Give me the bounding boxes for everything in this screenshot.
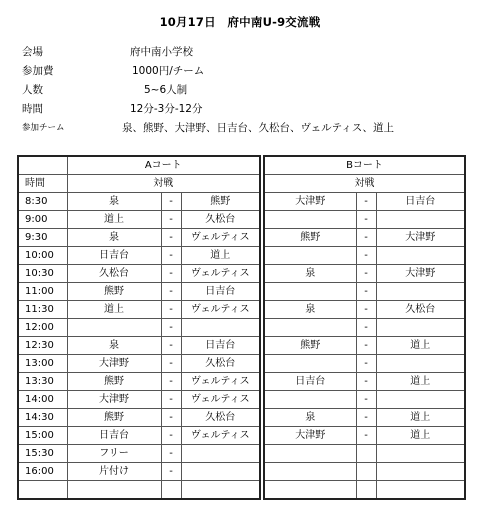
court-b-row: [264, 373, 465, 391]
court-b-row: [264, 319, 465, 337]
match-time: 11:00: [18, 283, 67, 301]
court-a-row: [18, 319, 260, 337]
match-time: 13:30: [18, 373, 67, 391]
versus-dash: -: [161, 445, 181, 463]
match-time: 9:00: [18, 211, 67, 229]
home-team: 泉: [264, 409, 356, 427]
versus-dash: -: [161, 283, 181, 301]
home-team: [264, 319, 356, 337]
court-b-row: [264, 193, 465, 211]
versus-dash: -: [356, 265, 376, 283]
match-time: 12:30: [18, 337, 67, 355]
home-team: 道上: [67, 301, 161, 319]
court-a-row: [18, 427, 260, 445]
versus-dash: [356, 463, 376, 481]
info-row: [22, 82, 462, 101]
court-a-row: [18, 211, 260, 229]
away-team: [376, 463, 465, 481]
match-time: 15:00: [18, 427, 67, 445]
court-b-row: [264, 283, 465, 301]
away-team: 日吉台: [181, 337, 260, 355]
home-team: 片付け: [67, 463, 161, 481]
court-a-corner: [18, 156, 67, 175]
home-team: [264, 247, 356, 265]
court-b-row: [264, 427, 465, 445]
home-team: 泉: [264, 265, 356, 283]
court-b-row: [264, 301, 465, 319]
match-time: 15:30: [18, 445, 67, 463]
info-value: 府中南小学校: [130, 46, 193, 58]
court-b-row: [264, 229, 465, 247]
home-team: 日吉台: [67, 247, 161, 265]
court-a-match-header: 対戦: [67, 175, 260, 193]
away-team: [376, 481, 465, 500]
court-a-row: [18, 391, 260, 409]
info-row: [22, 44, 462, 63]
home-team: 大津野: [67, 355, 161, 373]
court-a-row: [18, 445, 260, 463]
home-team: フリー: [67, 445, 161, 463]
court-b-row: [264, 265, 465, 283]
versus-dash: -: [161, 319, 181, 337]
away-team: 久松台: [181, 355, 260, 373]
home-team: 日吉台: [264, 373, 356, 391]
versus-dash: [161, 481, 181, 500]
away-team: [376, 283, 465, 301]
home-team: 泉: [264, 301, 356, 319]
match-time: 9:30: [18, 229, 67, 247]
versus-dash: -: [161, 427, 181, 445]
away-team: 日吉台: [181, 283, 260, 301]
match-time: 12:00: [18, 319, 67, 337]
versus-dash: -: [161, 337, 181, 355]
away-team: [181, 481, 260, 500]
versus-dash: -: [161, 373, 181, 391]
home-team: 大津野: [264, 427, 356, 445]
versus-dash: -: [356, 247, 376, 265]
info-row: [22, 63, 462, 82]
info-label: 参加費: [22, 65, 54, 77]
versus-dash: -: [356, 391, 376, 409]
court-b-row: [264, 445, 465, 463]
home-team: 熊野: [67, 409, 161, 427]
home-team: 泉: [67, 337, 161, 355]
versus-dash: -: [356, 355, 376, 373]
match-time: 8:30: [18, 193, 67, 211]
court-a-schedule: [17, 155, 261, 500]
versus-dash: -: [356, 409, 376, 427]
away-team: [376, 355, 465, 373]
match-time: 16:00: [18, 463, 67, 481]
away-team: ヴェルティス: [181, 373, 260, 391]
court-a-row: [18, 355, 260, 373]
versus-dash: -: [356, 229, 376, 247]
home-team: [264, 355, 356, 373]
versus-dash: -: [356, 427, 376, 445]
versus-dash: -: [356, 211, 376, 229]
court-a-row: [18, 283, 260, 301]
home-team: 道上: [67, 211, 161, 229]
time-header: 時間: [18, 175, 67, 193]
home-team: [264, 211, 356, 229]
home-team: 熊野: [67, 373, 161, 391]
court-a-row: [18, 301, 260, 319]
away-team: 熊野: [181, 193, 260, 211]
away-team: 道上: [376, 373, 465, 391]
court-a-row: [18, 481, 260, 500]
versus-dash: -: [161, 355, 181, 373]
away-team: ヴェルティス: [181, 391, 260, 409]
event-info: [22, 44, 462, 139]
home-team: [264, 481, 356, 500]
home-team: 熊野: [264, 229, 356, 247]
match-time: 14:00: [18, 391, 67, 409]
away-team: 道上: [376, 427, 465, 445]
info-label: 参加チーム: [22, 123, 65, 133]
versus-dash: -: [161, 265, 181, 283]
home-team: 泉: [67, 229, 161, 247]
home-team: [264, 463, 356, 481]
away-team: 久松台: [181, 409, 260, 427]
info-label: 時間: [22, 103, 43, 115]
court-a-title: Aコート: [67, 156, 260, 175]
info-value: 泉、熊野、大津野、日吉台、久松台、ヴェルティス、道上: [122, 122, 395, 134]
info-row: [22, 101, 462, 120]
court-a-row: [18, 229, 260, 247]
away-team: 道上: [181, 247, 260, 265]
court-b-row: [264, 337, 465, 355]
court-a-row: [18, 463, 260, 481]
page-title: 10月17日 府中南U-9交流戦: [159, 15, 321, 29]
away-team: ヴェルティス: [181, 229, 260, 247]
home-team: [264, 445, 356, 463]
court-a-row: [18, 265, 260, 283]
away-team: 道上: [376, 337, 465, 355]
home-team: 久松台: [67, 265, 161, 283]
away-team: [376, 247, 465, 265]
home-team: 泉: [67, 193, 161, 211]
away-team: [376, 391, 465, 409]
info-label: 人数: [22, 84, 43, 96]
away-team: [376, 211, 465, 229]
match-time: [18, 481, 67, 500]
away-team: 久松台: [181, 211, 260, 229]
court-b-row: [264, 211, 465, 229]
home-team: [264, 283, 356, 301]
home-team: [67, 319, 161, 337]
versus-dash: -: [161, 229, 181, 247]
away-team: 大津野: [376, 265, 465, 283]
court-a-row: [18, 373, 260, 391]
versus-dash: -: [161, 409, 181, 427]
versus-dash: -: [161, 247, 181, 265]
versus-dash: -: [356, 283, 376, 301]
home-team: 熊野: [264, 337, 356, 355]
info-value: 5~6人制: [144, 84, 188, 96]
court-b-row: [264, 391, 465, 409]
court-b-title: Bコート: [264, 156, 465, 175]
court-a-row: [18, 193, 260, 211]
home-team: 大津野: [264, 193, 356, 211]
home-team: [264, 391, 356, 409]
versus-dash: [356, 481, 376, 500]
versus-dash: -: [161, 193, 181, 211]
away-team: ヴェルティス: [181, 265, 260, 283]
match-time: 10:30: [18, 265, 67, 283]
info-value: 1000円/チーム: [132, 65, 205, 77]
match-time: 10:00: [18, 247, 67, 265]
home-team: 日吉台: [67, 427, 161, 445]
versus-dash: -: [356, 373, 376, 391]
versus-dash: -: [161, 463, 181, 481]
home-team: 熊野: [67, 283, 161, 301]
home-team: [67, 481, 161, 500]
away-team: ヴェルティス: [181, 301, 260, 319]
court-b-row: [264, 247, 465, 265]
away-team: 大津野: [376, 229, 465, 247]
match-time: 11:30: [18, 301, 67, 319]
info-label: 会場: [22, 46, 43, 58]
versus-dash: -: [356, 319, 376, 337]
info-row: [22, 120, 462, 139]
info-value: 12分-3分-12分: [130, 103, 203, 115]
away-team: 道上: [376, 409, 465, 427]
versus-dash: -: [356, 337, 376, 355]
versus-dash: -: [356, 193, 376, 211]
away-team: ヴェルティス: [181, 427, 260, 445]
versus-dash: -: [161, 391, 181, 409]
versus-dash: [356, 445, 376, 463]
court-a-row: [18, 409, 260, 427]
away-team: [376, 445, 465, 463]
court-b-schedule: [263, 155, 466, 500]
match-time: 14:30: [18, 409, 67, 427]
versus-dash: -: [161, 211, 181, 229]
versus-dash: -: [356, 301, 376, 319]
court-b-row: [264, 463, 465, 481]
away-team: 日吉台: [376, 193, 465, 211]
match-time: 13:00: [18, 355, 67, 373]
away-team: [181, 445, 260, 463]
away-team: [376, 319, 465, 337]
court-a-row: [18, 247, 260, 265]
away-team: 久松台: [376, 301, 465, 319]
court-a-row: [18, 337, 260, 355]
away-team: [181, 319, 260, 337]
away-team: [181, 463, 260, 481]
home-team: 大津野: [67, 391, 161, 409]
versus-dash: -: [161, 301, 181, 319]
court-b-match-header: 対戦: [264, 175, 465, 193]
court-b-row: [264, 481, 465, 500]
court-b-row: [264, 355, 465, 373]
court-b-row: [264, 409, 465, 427]
